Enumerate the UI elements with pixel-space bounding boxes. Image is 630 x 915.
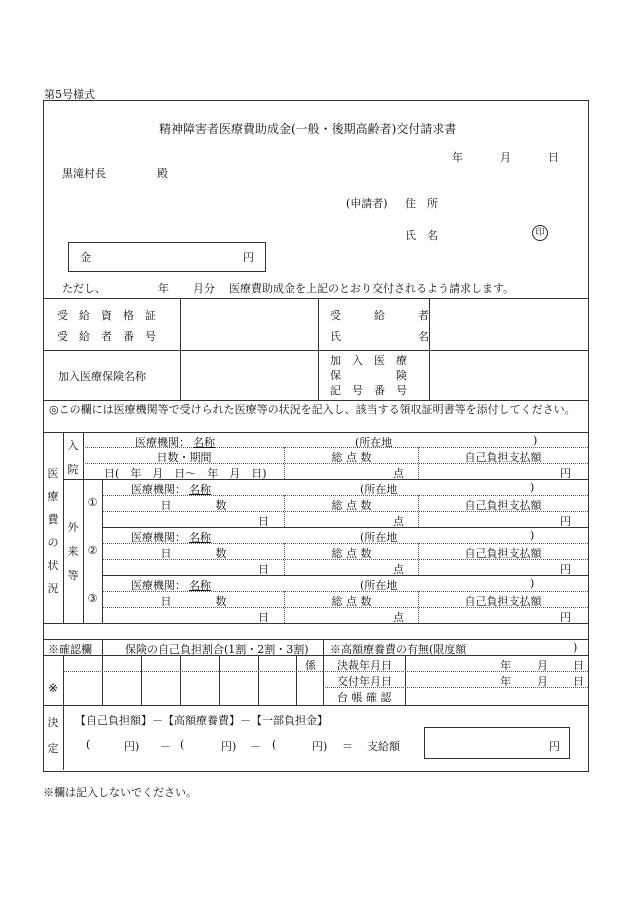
high-cost-label: ※高額療養費の有無(限度額 xyxy=(330,643,467,656)
outpatient2-location-close: ) xyxy=(530,529,535,542)
outpatient-number-2: ② xyxy=(87,544,98,557)
formula-open-2: ( xyxy=(180,738,185,751)
issue-day: 日 xyxy=(573,675,584,688)
decision-mark: ※ xyxy=(47,681,59,695)
side-char: 況 xyxy=(47,582,59,595)
addressee-honorific: 殿 xyxy=(157,167,168,180)
high-cost-close: ) xyxy=(573,641,578,654)
outpatient-char: 等 xyxy=(67,569,79,582)
form-id: 第5号様式 xyxy=(44,88,95,101)
inpatient-location-close: ) xyxy=(533,434,538,447)
payment-label: 支給額 xyxy=(367,740,400,753)
outpatient2-copay-header: 自己負担支払額 xyxy=(464,547,542,560)
form-title: 精神障害者医療費助成金(一般・後期高齢者)交付請求書 xyxy=(159,122,457,136)
outpatient2-location-label: (所在地 xyxy=(360,531,398,544)
insurance-name-label: 加入医療保険名称 xyxy=(58,370,146,383)
side-char: 状 xyxy=(47,559,59,572)
decision-day: 日 xyxy=(573,659,584,672)
decision-year: 年 xyxy=(500,659,511,672)
outpatient1-location-close: ) xyxy=(530,481,535,494)
decision-label xyxy=(44,710,62,762)
outpatient1-days-header: 日 数 xyxy=(160,499,227,512)
inpatient-label xyxy=(64,434,82,482)
decision-date-label: 決裁年月日 xyxy=(337,659,392,672)
outpatient3-copay-header: 自己負担支払額 xyxy=(464,595,542,608)
formula-close-3: 円) xyxy=(312,740,328,753)
outpatient1-location-label: (所在地 xyxy=(360,483,398,496)
addressee-name: 黒滝村長 xyxy=(62,167,106,180)
formula-equals: ＝ xyxy=(342,740,353,753)
outpatient3-yen-unit: 円 xyxy=(560,611,571,624)
outpatient3-points-header: 総 点 数 xyxy=(331,595,372,608)
inpatient-copay-header: 自己負担支払額 xyxy=(464,451,542,464)
formula-minus-1: － xyxy=(160,740,171,753)
amount-unit: 円 xyxy=(243,251,254,264)
seal-icon: 印 xyxy=(532,225,548,241)
amount-label: 金 xyxy=(80,251,91,264)
inpatient-institution-name[interactable]: 名称 xyxy=(193,436,215,449)
decision-char: 定 xyxy=(47,742,59,755)
date-year-label: 年 xyxy=(452,151,463,164)
outpatient2-day-unit: 日 xyxy=(258,563,269,576)
request-month: 月分 xyxy=(193,282,215,295)
kakari-label: 係 xyxy=(305,659,316,672)
formula-close-2: 円) xyxy=(221,740,237,753)
recipient-number-label: 受 給 者 番 号 xyxy=(57,330,156,343)
decision-formula: 【自己負担額】－【高額療養費】－【一部負担金】 xyxy=(75,714,328,727)
inpatient-days-header: 日数・期間 xyxy=(156,451,212,464)
inpatient-char: 入 xyxy=(67,439,79,452)
outpatient-label xyxy=(64,516,82,588)
recipient-cert-label: 受 給 資 格 証 xyxy=(57,309,156,322)
insurance-number-label-2: 保 険 xyxy=(330,369,407,382)
inpatient-point-unit: 点 xyxy=(393,467,404,480)
formula-open-3: ( xyxy=(272,738,277,751)
decision-char: 決 xyxy=(47,716,59,729)
insurance-number-label-1: 加 入 医 療 xyxy=(330,354,407,367)
formula-close-1: 円) xyxy=(124,740,140,753)
date-month-label: 月 xyxy=(500,151,511,164)
inpatient-institution-label: 医療機関： xyxy=(135,436,190,449)
formula-open-1: ( xyxy=(86,738,91,751)
outpatient3-point-unit: 点 xyxy=(393,611,404,624)
request-year: 年 xyxy=(158,282,169,295)
outpatient1-point-unit: 点 xyxy=(393,515,404,528)
recipient-name-label: 氏 名 xyxy=(330,330,429,343)
applicant-name-label: 氏 名 xyxy=(405,229,438,242)
applicant-address-label: 住 所 xyxy=(405,197,438,210)
request-body: 医療費助成金を上記のとおり交付されるよう請求します。 xyxy=(229,282,515,295)
inpatient-char: 院 xyxy=(67,463,79,476)
copay-ratio-label: 保険の自己負担割合(1割・2割・3割) xyxy=(125,643,309,656)
outpatient3-location-close: ) xyxy=(530,577,535,590)
ledger-check-label: 台 帳 確 認 xyxy=(337,691,392,704)
outpatient2-days-header: 日 数 xyxy=(160,547,227,560)
decision-month: 月 xyxy=(537,659,548,672)
outpatient-number-1: ① xyxy=(87,496,98,509)
side-char: 費 xyxy=(47,513,59,526)
date-day-label: 日 xyxy=(548,151,559,164)
outpatient-number-3: ③ xyxy=(87,592,98,605)
inpatient-location-label: (所在地 xyxy=(355,436,393,449)
notice-text: ◎この欄には医療機関等で受けられた医療等の状況を記入し、該当する領収証明書等を添付してください。 xyxy=(49,403,576,416)
amount-box[interactable] xyxy=(68,242,266,272)
outpatient-char: 来 xyxy=(67,545,79,558)
outpatient2-point-unit: 点 xyxy=(393,563,404,576)
issue-year: 年 xyxy=(500,675,511,688)
outpatient3-institution-label: 医療機関： xyxy=(131,579,186,592)
side-char: 療 xyxy=(47,490,59,503)
outpatient2-institution-label: 医療機関： xyxy=(131,531,186,544)
side-char: の xyxy=(47,536,59,549)
outpatient3-location-label: (所在地 xyxy=(360,579,398,592)
outpatient1-day-unit: 日 xyxy=(258,515,269,528)
request-prefix: ただし、 xyxy=(62,282,106,295)
insurance-number-label-3: 記 号 番 号 xyxy=(330,384,407,397)
outpatient2-yen-unit: 円 xyxy=(560,563,571,576)
outpatient-char: 外 xyxy=(67,521,79,534)
outpatient3-days-header: 日 数 xyxy=(160,595,227,608)
issue-month: 月 xyxy=(537,675,548,688)
confirm-label: ※確認欄 xyxy=(48,643,92,656)
payment-unit: 円 xyxy=(549,740,560,753)
outpatient1-yen-unit: 円 xyxy=(560,515,571,528)
outpatient2-institution-name[interactable]: 名称 xyxy=(189,531,211,544)
inpatient-points-header: 総 点 数 xyxy=(331,451,372,464)
inpatient-yen-unit: 円 xyxy=(560,467,571,480)
side-char: 医 xyxy=(47,467,59,480)
medical-side-label xyxy=(44,462,62,600)
outpatient1-points-header: 総 点 数 xyxy=(331,499,372,512)
outpatient1-copay-header: 自己負担支払額 xyxy=(464,499,542,512)
outpatient3-institution-name[interactable]: 名称 xyxy=(189,579,211,592)
issue-date-label: 交付年月日 xyxy=(337,675,392,688)
footer-note: ※欄は記入しないでください。 xyxy=(43,786,197,799)
applicant-role: (申請者) xyxy=(346,197,388,210)
outpatient1-institution-name[interactable]: 名称 xyxy=(189,483,211,496)
outpatient2-points-header: 総 点 数 xyxy=(331,547,372,560)
outpatient3-day-unit: 日 xyxy=(258,611,269,624)
formula-minus-2: － xyxy=(250,740,261,753)
outpatient1-institution-label: 医療機関： xyxy=(131,483,186,496)
recipient-label: 受 給 者 xyxy=(330,309,429,322)
inpatient-period-value[interactable]: 日( 年 月 日～ 年 月 日) xyxy=(104,467,267,480)
